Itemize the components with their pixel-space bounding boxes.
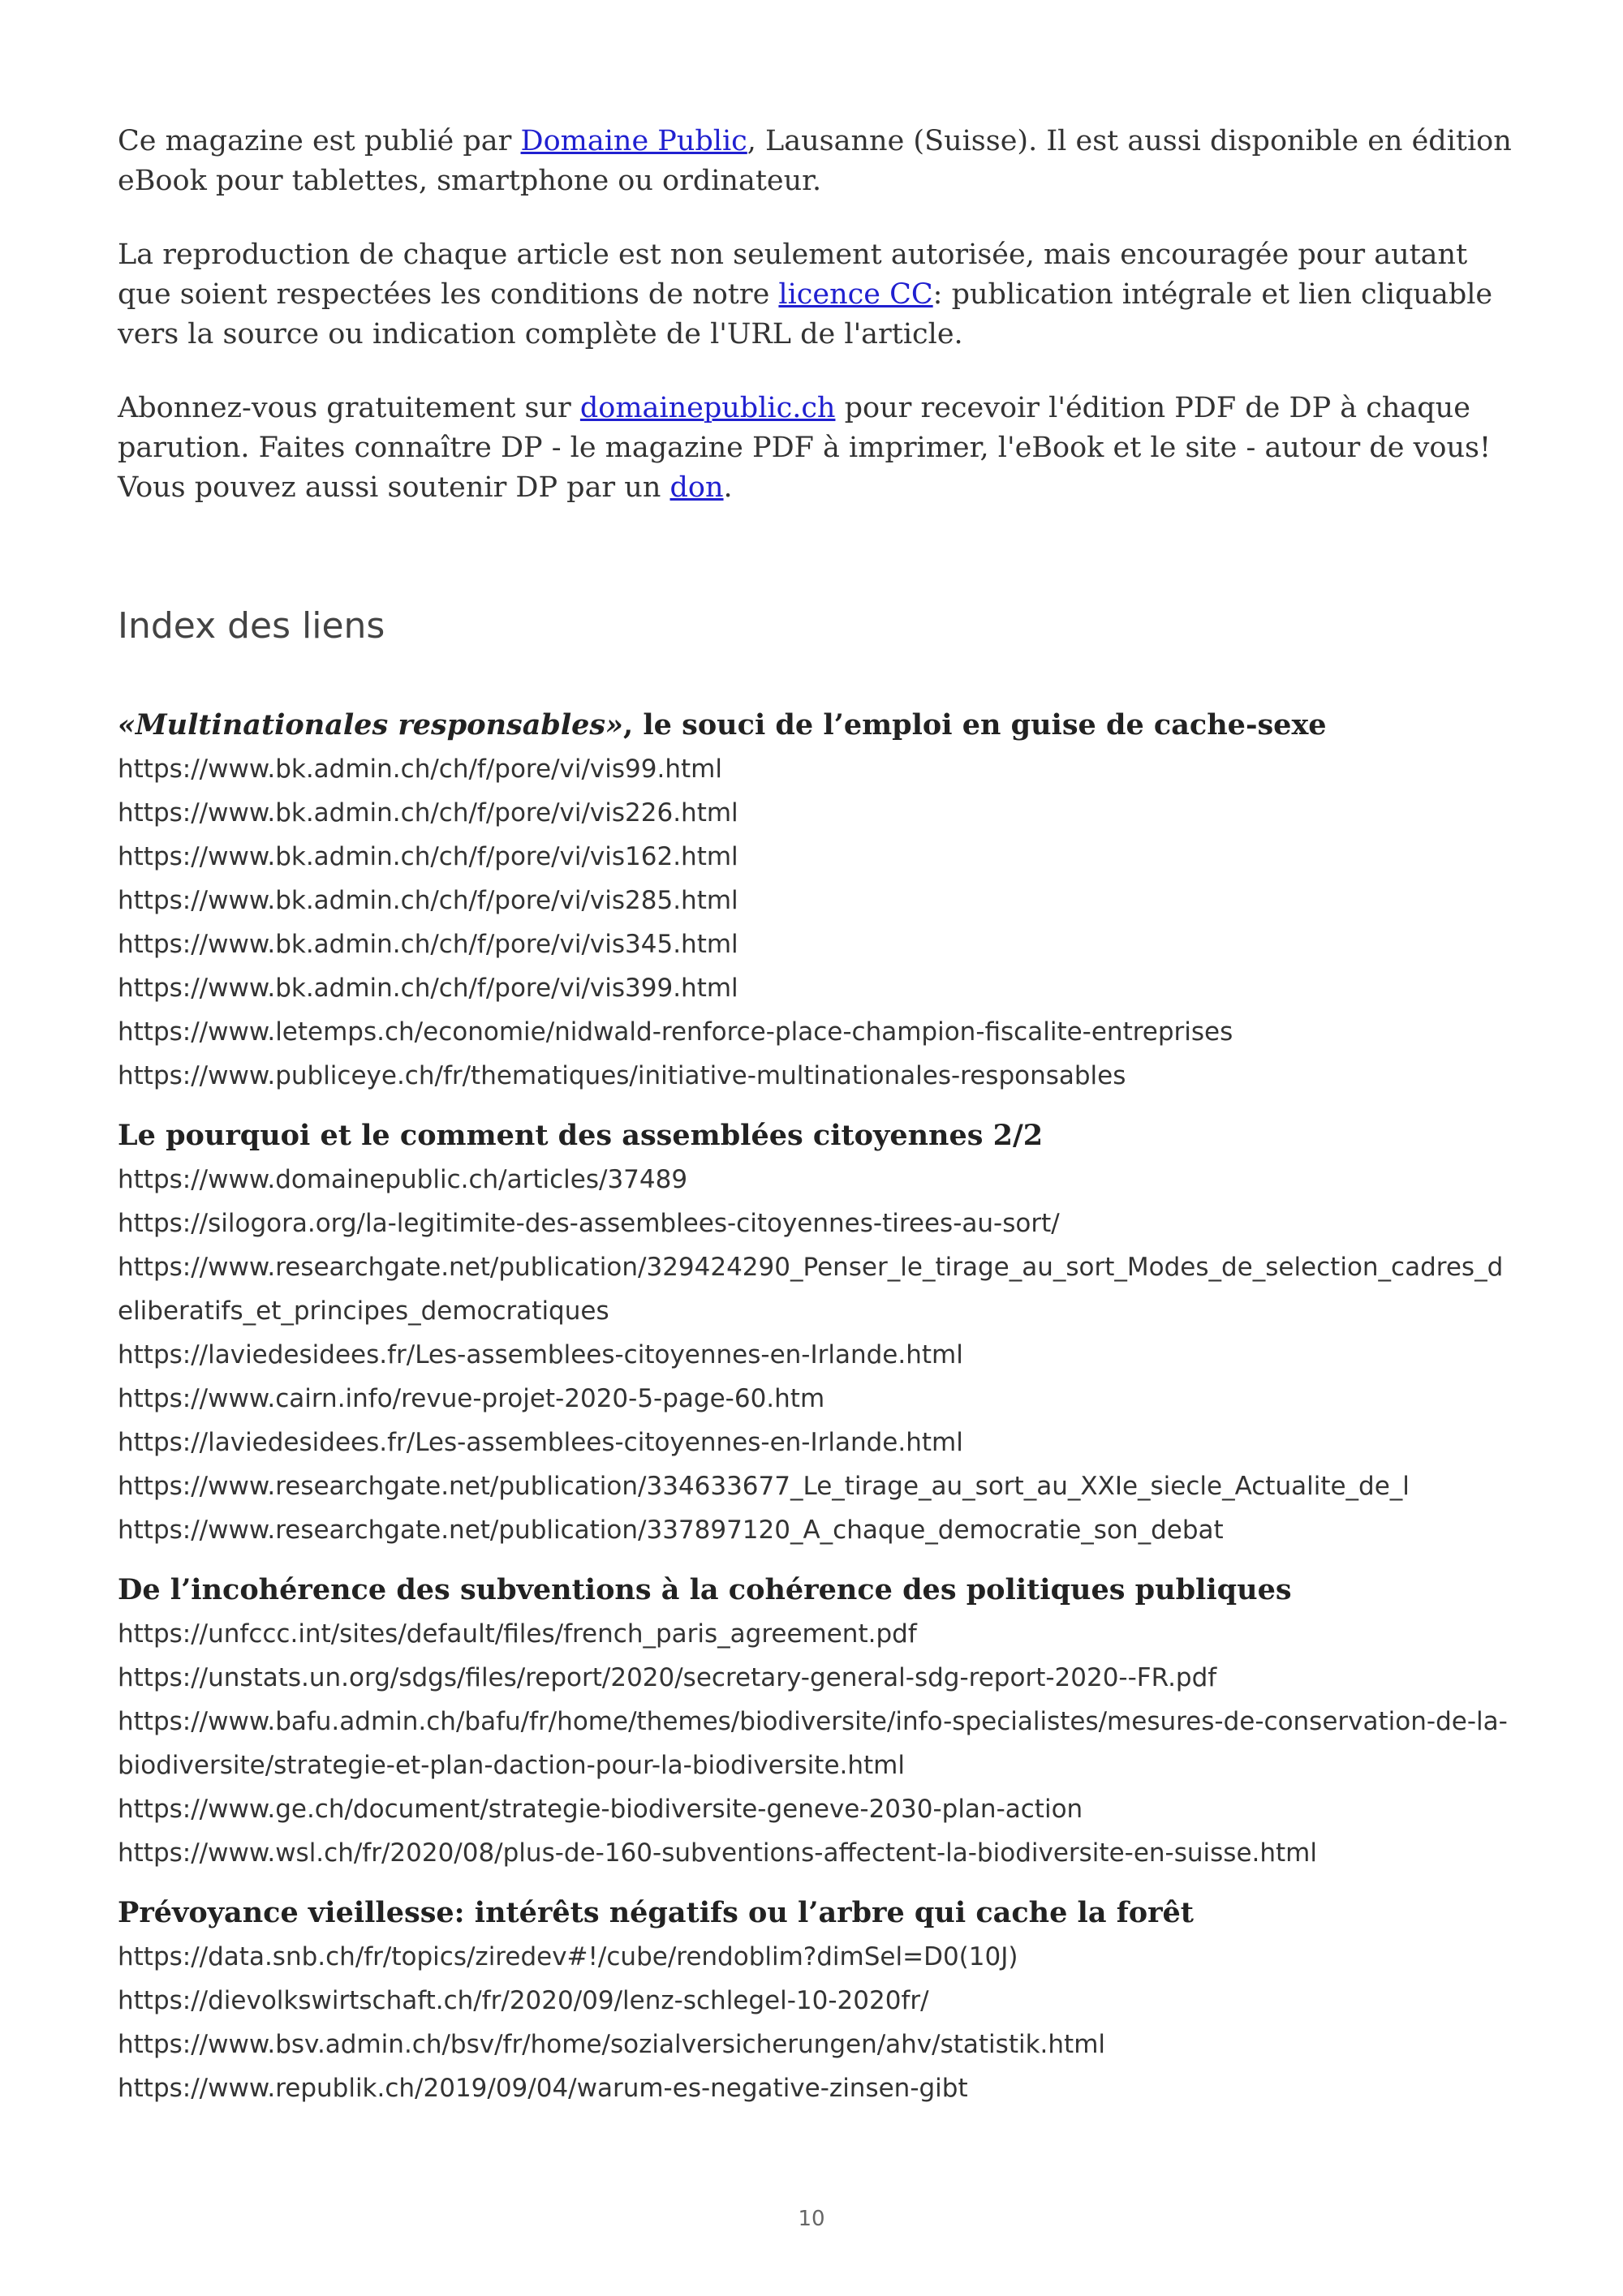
- url-list-item[interactable]: https://www.researchgate.net/publication/334633677_Le_tirage_au_sort_au_XXIe_siecle_Actualite_de_l: [118, 1472, 1410, 1501]
- section-title-text: De l’incohérence des subventions à la cohérence des politiques publiques: [118, 1573, 1292, 1606]
- url-list-item[interactable]: https://data.snb.ch/fr/topics/ziredev#!/cube/rendoblim?dimSel=D0(10J): [118, 1942, 1018, 1971]
- url-list-item[interactable]: https://www.republik.ch/2019/09/04/warum-es-negative-zinsen-gibt: [118, 2074, 968, 2103]
- url-list-item[interactable]: https://silogora.org/la-legitimite-des-assemblees-citoyennes-tirees-au-sort/: [118, 1209, 1060, 1238]
- link-section: [118, 1891, 1518, 2110]
- link-section: [118, 703, 1518, 1098]
- intro-paragraph-subscribe: [118, 389, 1518, 508]
- donation-link[interactable]: don: [669, 471, 724, 504]
- url-list-item[interactable]: https://www.ge.ch/document/strategie-biodiversite-geneve-2030-plan-action: [118, 1795, 1083, 1824]
- domainepublic-site-link[interactable]: domainepublic.ch: [579, 392, 836, 424]
- url-list-item[interactable]: https://www.bk.admin.ch/ch/f/pore/vi/vis99.html: [118, 755, 722, 784]
- section-title-text: , le souci de l’emploi en guise de cache-sexe: [623, 708, 1327, 742]
- url-list-item[interactable]: https://www.domainepublic.ch/articles/37489: [118, 1165, 688, 1194]
- intro-text: , Lausanne (Suisse). Il est aussi disponible en édition eBook pour tablettes, smartphone ou ordinateur.: [118, 125, 1512, 197]
- intro-paragraph-publisher: [118, 122, 1518, 201]
- section-title-text: Le pourquoi et le comment des assemblées citoyennes 2/2: [118, 1119, 1044, 1152]
- url-list-item[interactable]: https://dievolkswirtschaft.ch/fr/2020/09/lenz-schlegel-10-2020fr/: [118, 1986, 929, 2015]
- url-list-item[interactable]: https://unstats.un.org/sdgs/files/report/2020/secretary-general-sdg-report-2020--FR.pdf: [118, 1663, 1217, 1692]
- section-title-italic: «Multinationales responsables»: [118, 708, 624, 742]
- section-title: [118, 703, 1518, 747]
- intro-text: : publication intégrale et lien cliquable vers la source ou indication complète de l'URL de l'article.: [118, 278, 1493, 350]
- domaine-public-link[interactable]: Domaine Public: [520, 125, 747, 157]
- url-list-item[interactable]: https://www.bsv.admin.ch/bsv/fr/home/sozialversicherungen/ahv/statistik.html: [118, 2030, 1106, 2059]
- document-page: [118, 122, 1518, 2126]
- license-cc-link[interactable]: licence CC: [778, 278, 933, 311]
- url-list-item[interactable]: https://www.bk.admin.ch/ch/f/pore/vi/vis226.html: [118, 798, 738, 828]
- url-list-item[interactable]: https://www.researchgate.net/publication/329424290_Penser_le_tirage_au_sort_Modes_de_selection_cadres_deliberatifs_et_principes_democratiques: [118, 1253, 1504, 1326]
- index-heading: Index des liens: [118, 605, 385, 647]
- intro-text: Ce magazine est publié par: [118, 125, 521, 157]
- url-list-item[interactable]: https://www.bafu.admin.ch/bafu/fr/home/themes/biodiversite/info-specialistes/mesures-de-conservation-de-la-biodiversite/strategie-et-plan-daction-pour-la-biodiversite.html: [118, 1707, 1508, 1780]
- url-list-item[interactable]: https://www.researchgate.net/publication/337897120_A_chaque_democratie_son_debat: [118, 1516, 1224, 1545]
- page-number: 10: [798, 2207, 825, 2231]
- section-title: [118, 1891, 1518, 1935]
- link-section: [118, 1568, 1518, 1875]
- section-title-text: Prévoyance vieillesse: intérêts négatifs ou l’arbre qui cache la forêt: [118, 1896, 1194, 1929]
- url-list-item[interactable]: https://laviedesidees.fr/Les-assemblees-citoyennes-en-Irlande.html: [118, 1428, 963, 1457]
- link-section: [118, 1114, 1518, 1552]
- intro-text: Abonnez-vous gratuitement sur: [118, 392, 580, 424]
- url-list-item[interactable]: https://www.bk.admin.ch/ch/f/pore/vi/vis399.html: [118, 974, 738, 1003]
- link-index: [118, 703, 1518, 2110]
- intro-paragraph-license: [118, 235, 1518, 355]
- url-list-item[interactable]: https://www.wsl.ch/fr/2020/08/plus-de-160-subventions-affectent-la-biodiversite-en-suisse.html: [118, 1838, 1317, 1868]
- url-list-item[interactable]: https://unfccc.int/sites/default/files/french_paris_agreement.pdf: [118, 1619, 917, 1649]
- intro-text: La reproduction de chaque article est non seulement autorisée, mais encouragée pour autant que soient respectées les conditions de notre: [118, 239, 1468, 311]
- url-list-item[interactable]: https://www.letemps.ch/economie/nidwald-renforce-place-champion-fiscalite-entreprises: [118, 1017, 1233, 1047]
- section-title: [118, 1114, 1518, 1158]
- intro-text: .: [723, 471, 733, 504]
- url-list-item[interactable]: https://www.cairn.info/revue-projet-2020-5-page-60.htm: [118, 1384, 825, 1413]
- url-list-item[interactable]: https://laviedesidees.fr/Les-assemblees-citoyennes-en-Irlande.html: [118, 1340, 963, 1369]
- url-list-item[interactable]: https://www.publiceye.ch/fr/thematiques/initiative-multinationales-responsables: [118, 1061, 1126, 1090]
- intro-text: pour recevoir l'édition PDF de DP à chaque parution. Faites connaître DP - le magazine PDF à imprimer, l'eBook et le site - autour de vous! Vous pouvez aussi soutenir DP par un: [118, 392, 1492, 504]
- url-list-item[interactable]: https://www.bk.admin.ch/ch/f/pore/vi/vis162.html: [118, 842, 738, 871]
- url-list-item[interactable]: https://www.bk.admin.ch/ch/f/pore/vi/vis285.html: [118, 886, 738, 915]
- section-title: [118, 1568, 1518, 1612]
- url-list-item[interactable]: https://www.bk.admin.ch/ch/f/pore/vi/vis345.html: [118, 930, 738, 959]
